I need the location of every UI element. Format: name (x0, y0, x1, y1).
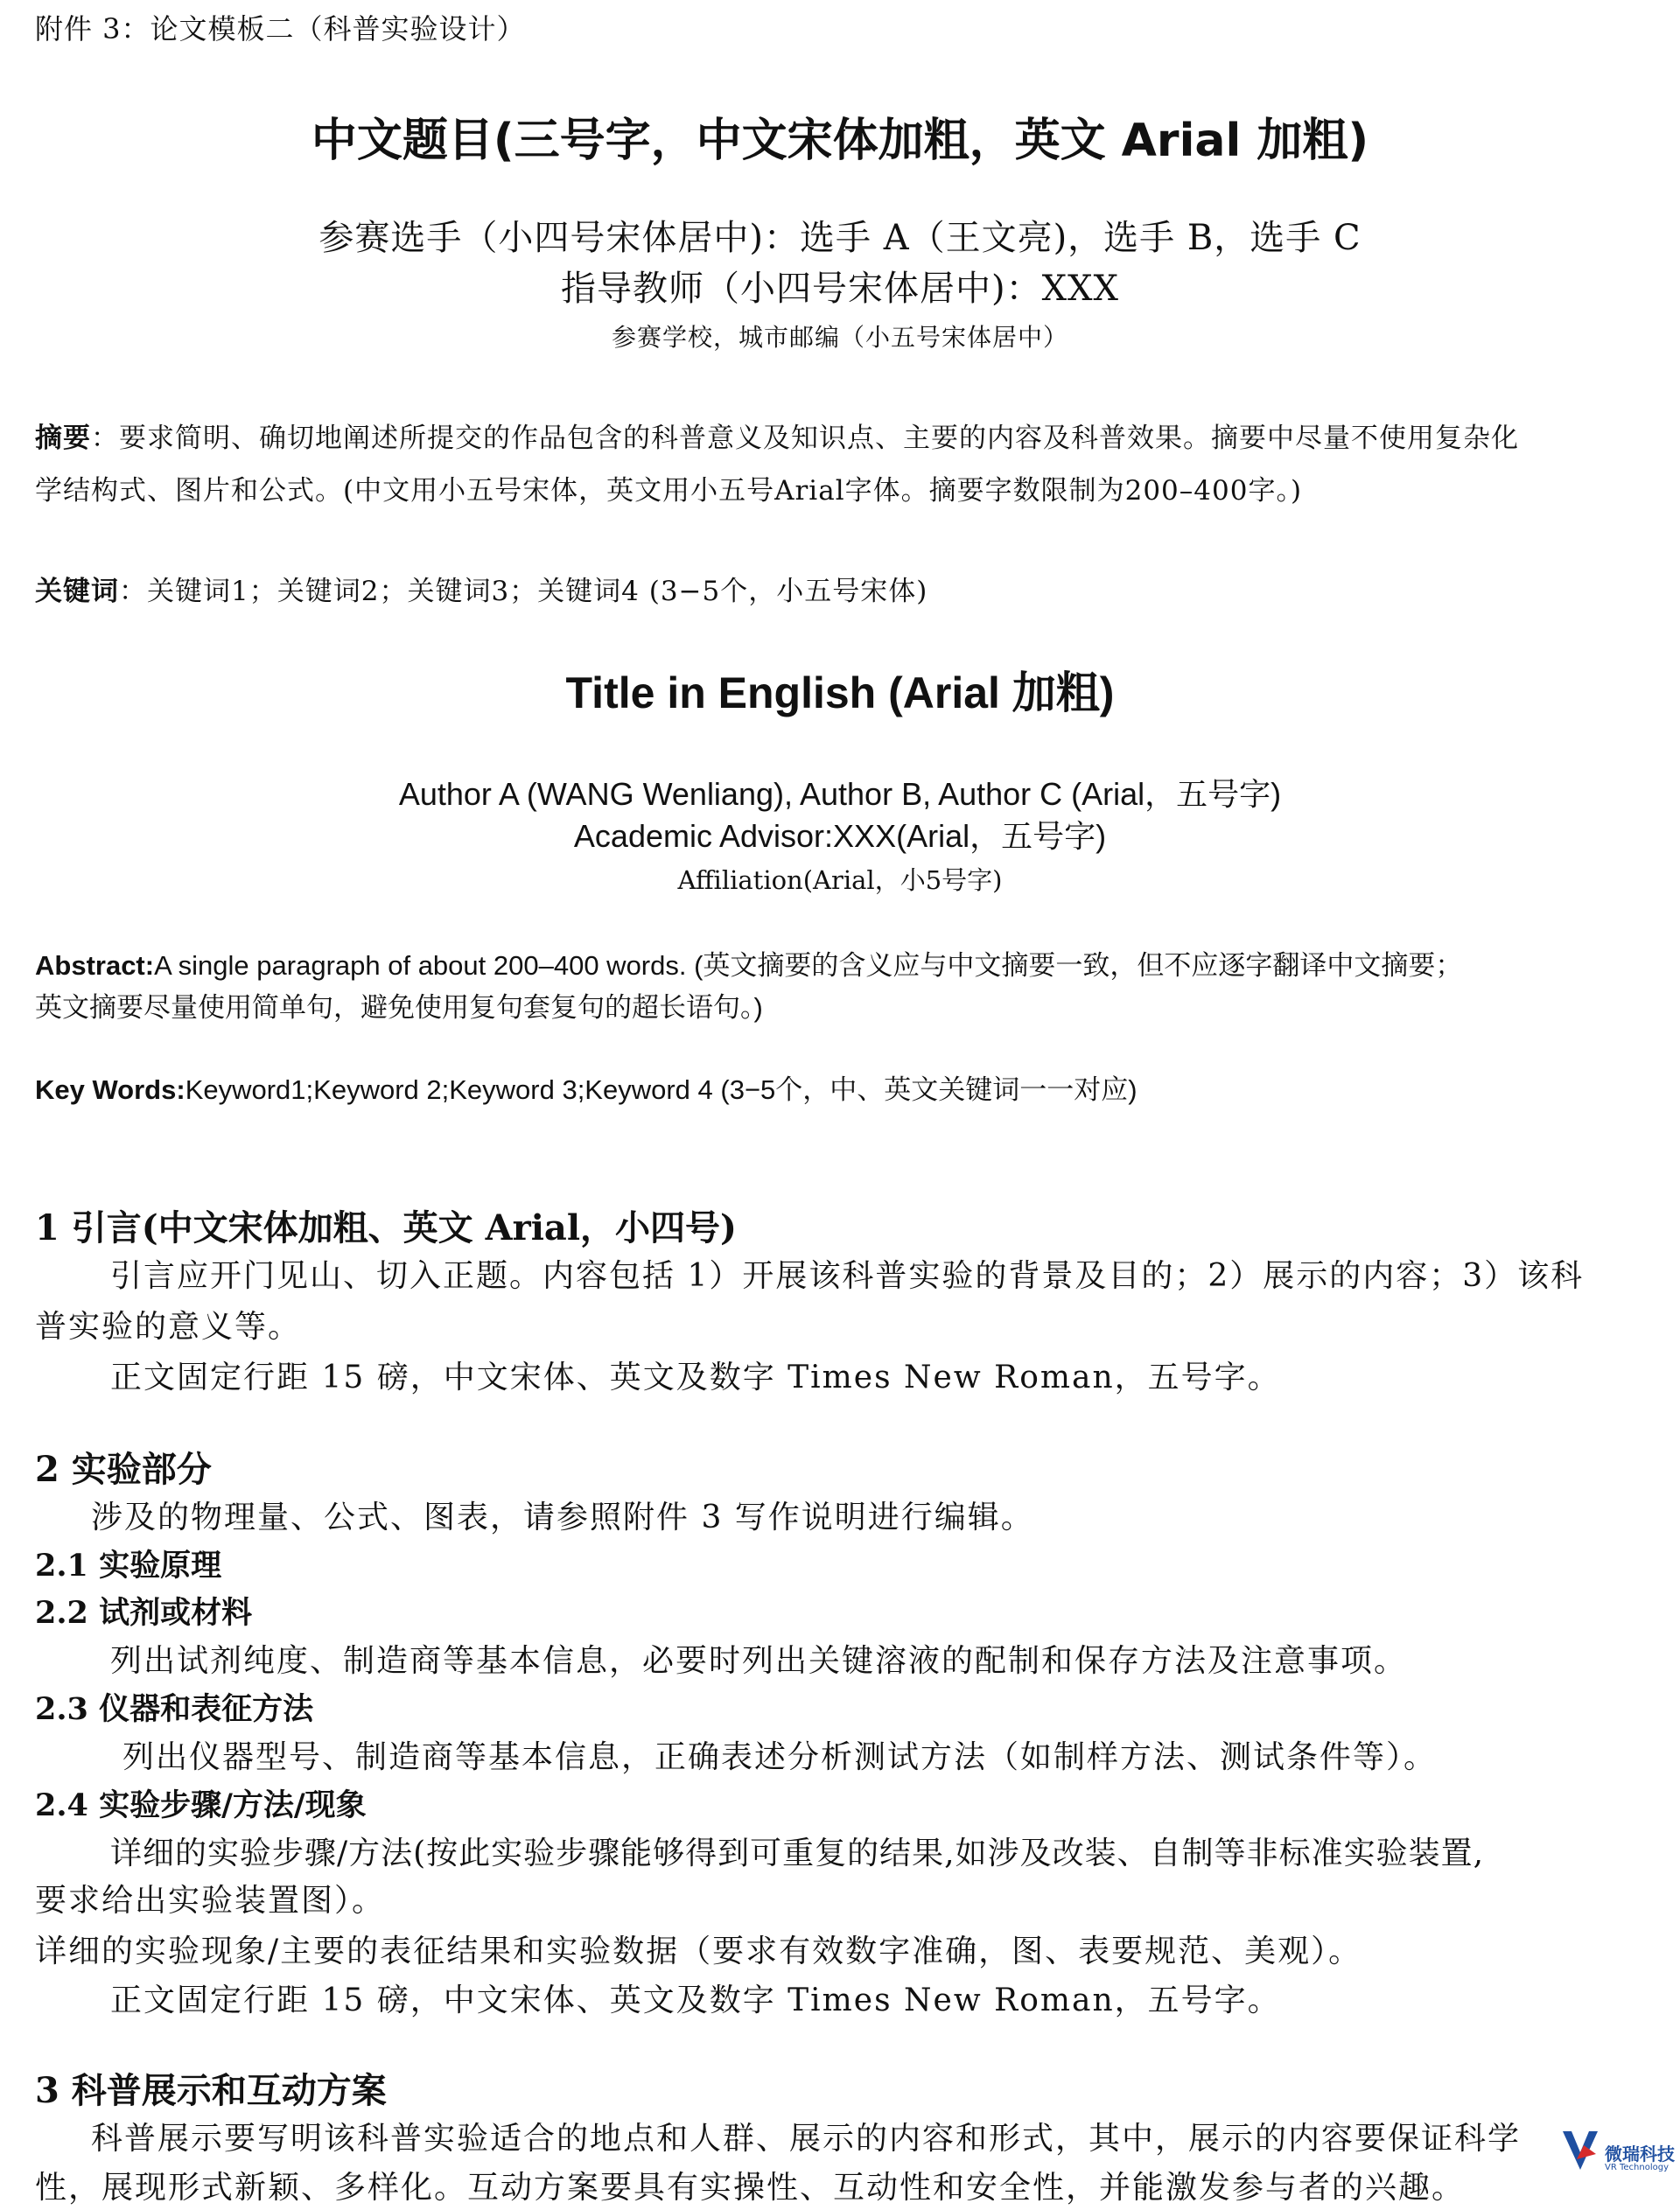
cn-title: 中文题目(三号字，中文宋体加粗，英文 Arial 加粗) (311, 115, 1369, 167)
section-2-3-heading: 2.3 仪器和表征方法 (35, 1691, 314, 1727)
section-3-line1: 科普展示要写明该科普实验适合的地点和人群、展示的内容和形式，其中，展示的内容要保证科学 (91, 2121, 1522, 2157)
appendix-header: 附件 3：论文模板二（科普实验设计） (35, 12, 526, 45)
section-1-p1-line1: 引言应开门见山、切入正题。内容包括 1）开展该科普实验的背景及目的；2）展示的内容；3）该科 (110, 1258, 1585, 1294)
en-affiliation: Affiliation(Arial，小5号字) (677, 865, 1003, 895)
keywords-cn (35, 569, 928, 608)
section-2-4-line4: 正文固定行距 15 磅，中文宋体、英文及数字 Times New Roman，五号字。 (110, 1983, 1281, 2018)
logo-icon (1558, 2124, 1603, 2177)
section-2-1-heading: 2.1 实验原理 (35, 1548, 222, 1584)
en-advisor: Academic Advisor:XXX(Arial，五号字) (573, 818, 1107, 854)
section-2-2-text: 列出试剂纯度、制造商等基本信息，必要时列出关键溶液的配制和保存方法及注意事项。 (110, 1643, 1408, 1679)
section-2-4-heading: 2.4 实验步骤/方法/现象 (35, 1787, 367, 1823)
abstract-en-label: Abstract: (35, 950, 155, 981)
en-authors: Author A (WANG Wenliang), Author B, Author C (Arial，五号字) (398, 776, 1282, 812)
keywords-cn-label: 关键词 (35, 576, 119, 607)
en-title: Title in English (Arial 加粗) (565, 668, 1115, 717)
keywords-en-label: Key Words: (35, 1074, 186, 1105)
watermark-logo (1558, 2124, 1673, 2194)
section-3-line2: 性，展现形式新颖、多样化。互动方案要具有实操性、互动性和安全性，并能激发参与者的兴趣。 (35, 2170, 1466, 2206)
section-2-4-line1: 详细的实验步骤/方法(按此实验步骤能够得到可重复的结果,如涉及改装、自制等非标准实验装置, (110, 1836, 1485, 1871)
section-2-2-heading: 2.2 试剂或材料 (35, 1595, 253, 1631)
abstract-en-line2: 英文摘要尽量使用简单句，避免使用复句套复句的超长语句。) (35, 992, 763, 1023)
watermark-name: 微瑞科技 (1605, 2144, 1675, 2165)
abstract-cn-label: 摘要 (35, 423, 91, 454)
abstract-cn-line1 (35, 416, 1519, 455)
section-2-3-text: 列出仪器型号、制造商等基本信息，正确表述分析测试方法（如制样方法、测试条件等）。 (122, 1739, 1438, 1775)
section-2-intro: 涉及的物理量、公式、图表，请参照附件 3 写作说明进行编辑。 (91, 1500, 1034, 1535)
keywords-en-text: Keyword1;Keyword 2;Keyword 3;Keyword 4 (3−5个，中、英文关键词一一对应) (185, 1074, 1138, 1105)
abstract-en-text1: A single paragraph of about 200–400 words. (英文摘要的含义应与中文摘要一致，但不应逐字翻译中文摘要； (154, 950, 1463, 981)
section-2-4-line2: 要求给出实验装置图）。 (35, 1883, 386, 1919)
section-2-4-line3: 详细的实验现象/主要的表征结果和实验数据（要求有效数字准确，图、表要规范、美观）。 (35, 1934, 1362, 1969)
watermark-sub: VR Technology (1605, 2163, 1669, 2172)
keywords-cn-text: ：关键词1；关键词2；关键词3；关键词4 (3−5个，小五号宋体) (119, 576, 928, 607)
section-2-heading: 2 实验部分 (35, 1449, 212, 1490)
abstract-cn-line2: 学结构式、图片和公式。(中文用小五号宋体，英文用小五号Arial字体。摘要字数限制为200–400字。) (35, 475, 1303, 507)
abstract-cn-text1: ：要求简明、确切地阐述所提交的作品包含的科普意义及知识点、主要的内容及科普效果。摘要中尽量不使用复杂化 (91, 423, 1519, 454)
section-1-p1-line2: 普实验的意义等。 (35, 1309, 302, 1345)
participants-line: 参赛选手（小四号宋体居中)：选手 A（王文亮)，选手 B，选手 C (318, 218, 1362, 258)
keywords-en (35, 1067, 1138, 1107)
school-line: 参赛学校，城市邮编（小五号宋体居中） (611, 323, 1068, 352)
section-3-heading: 3 科普展示和互动方案 (35, 2070, 387, 2111)
advisor-line: 指导教师（小四号宋体居中)：XXX (560, 269, 1120, 309)
abstract-en-line1 (35, 943, 1462, 983)
section-1-p2: 正文固定行距 15 磅，中文宋体、英文及数字 Times New Roman，五号字。 (110, 1360, 1281, 1395)
section-1-heading: 1 引言(中文宋体加粗、英文 Arial，小四号) (35, 1207, 737, 1248)
